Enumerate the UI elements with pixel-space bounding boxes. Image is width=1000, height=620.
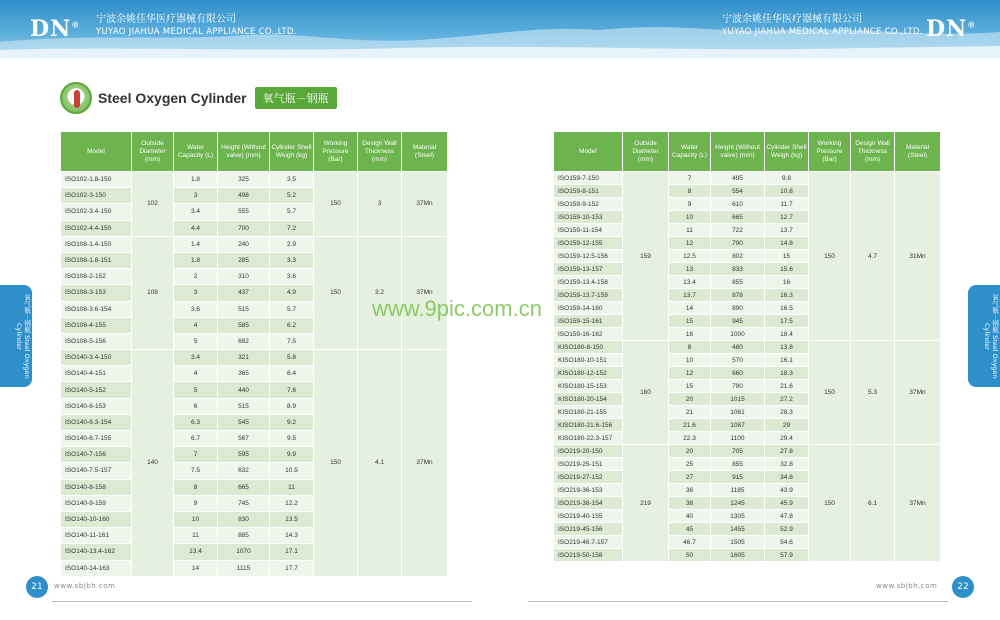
pressure-cell: 150 bbox=[809, 172, 851, 341]
material-cell: 37Mn bbox=[895, 445, 941, 562]
model-cell: ISO140-6.7-155 bbox=[61, 431, 132, 447]
footer-url-left[interactable]: www.sbjbh.com bbox=[54, 582, 116, 590]
weight-cell: 5.7 bbox=[270, 204, 314, 220]
weight-cell: 8.9 bbox=[270, 398, 314, 414]
height-cell: 885 bbox=[218, 528, 270, 544]
oxygen-cylinder-icon bbox=[60, 82, 92, 114]
weight-cell: 52.9 bbox=[765, 523, 809, 536]
height-cell: 1305 bbox=[711, 510, 765, 523]
pressure-cell: 150 bbox=[314, 236, 358, 349]
model-cell: ISO140-7.5-157 bbox=[61, 463, 132, 479]
height-cell: 437 bbox=[218, 285, 270, 301]
weight-cell: 27.8 bbox=[765, 445, 809, 458]
capacity-cell: 7 bbox=[174, 447, 218, 463]
thickness-cell: 6.1 bbox=[851, 445, 895, 562]
weight-cell: 29.4 bbox=[765, 432, 809, 445]
height-cell: 240 bbox=[218, 236, 270, 252]
capacity-cell: 4 bbox=[174, 317, 218, 333]
capacity-cell: 12.5 bbox=[669, 250, 711, 263]
col-model: Model bbox=[61, 132, 132, 172]
height-cell: 1015 bbox=[711, 393, 765, 406]
height-cell: 325 bbox=[218, 172, 270, 188]
height-cell: 790 bbox=[711, 380, 765, 393]
capacity-cell: 10 bbox=[669, 211, 711, 224]
height-cell: 878 bbox=[711, 289, 765, 302]
capacity-cell: 50 bbox=[669, 549, 711, 562]
capacity-cell: 12 bbox=[669, 367, 711, 380]
weight-cell: 18.4 bbox=[765, 328, 809, 341]
weight-cell: 12.2 bbox=[270, 495, 314, 511]
capacity-cell: 27 bbox=[669, 471, 711, 484]
capacity-cell: 40 bbox=[669, 510, 711, 523]
height-cell: 554 bbox=[711, 185, 765, 198]
weight-cell: 9.8 bbox=[765, 172, 809, 185]
weight-cell: 11 bbox=[270, 479, 314, 495]
height-cell: 515 bbox=[218, 398, 270, 414]
material-cell: 37Mn bbox=[895, 341, 941, 445]
height-cell: 722 bbox=[711, 224, 765, 237]
weight-cell: 54.6 bbox=[765, 536, 809, 549]
col-water-capacity: Water Capacity (L) bbox=[174, 132, 218, 172]
watermark-text: www.9pic.com.cn bbox=[372, 296, 542, 321]
model-cell: ISO140-6.3-154 bbox=[61, 414, 132, 430]
company-name-cn: 宁波余姚佳华医疗器械有限公司 bbox=[722, 14, 862, 25]
weight-cell: 9.9 bbox=[270, 447, 314, 463]
page-number-left: 21 bbox=[26, 576, 48, 598]
height-cell: 632 bbox=[218, 463, 270, 479]
thickness-cell: 4.7 bbox=[851, 172, 895, 341]
diameter-cell: 180 bbox=[623, 341, 669, 445]
height-cell: 802 bbox=[711, 250, 765, 263]
model-cell: ISO108-3-153 bbox=[61, 285, 132, 301]
section-title bbox=[60, 82, 337, 114]
weight-cell: 18.3 bbox=[765, 367, 809, 380]
height-cell: 498 bbox=[218, 188, 270, 204]
model-cell: ISO159-7-150 bbox=[554, 172, 623, 185]
model-cell: ISO108-1.8-151 bbox=[61, 252, 132, 268]
capacity-cell: 1.8 bbox=[174, 252, 218, 268]
capacity-cell: 3.6 bbox=[174, 301, 218, 317]
capacity-cell: 5 bbox=[174, 333, 218, 349]
capacity-cell: 21 bbox=[669, 406, 711, 419]
height-cell: 285 bbox=[218, 252, 270, 268]
model-cell: ISO140-8-158 bbox=[61, 479, 132, 495]
weight-cell: 16.1 bbox=[765, 354, 809, 367]
weight-cell: 9.2 bbox=[270, 414, 314, 430]
weight-cell: 11.7 bbox=[765, 198, 809, 211]
weight-cell: 15 bbox=[765, 250, 809, 263]
model-cell: ISO219-36-153 bbox=[554, 484, 623, 497]
height-cell: 745 bbox=[218, 495, 270, 511]
height-cell: 890 bbox=[711, 302, 765, 315]
height-cell: 665 bbox=[711, 211, 765, 224]
capacity-cell: 8 bbox=[174, 479, 218, 495]
diameter-cell: 219 bbox=[623, 445, 669, 562]
model-cell: ISO159-12-155 bbox=[554, 237, 623, 250]
diameter-cell: 108 bbox=[132, 236, 174, 349]
model-cell: ISO102-1.8-150 bbox=[61, 172, 132, 188]
title-en: Steel Oxygen Cylinder bbox=[98, 90, 247, 106]
pressure-cell: 150 bbox=[809, 341, 851, 445]
weight-cell: 17.5 bbox=[765, 315, 809, 328]
col-wall-thickness: Design Wall Thickness (mm) bbox=[851, 132, 895, 172]
model-cell: ISO140-7-156 bbox=[61, 447, 132, 463]
model-cell: ISO102-4.4-150 bbox=[61, 220, 132, 236]
spec-table-left bbox=[60, 131, 448, 577]
page-number-right: 22 bbox=[952, 576, 974, 598]
model-cell: ISO219-27-152 bbox=[554, 471, 623, 484]
model-cell: ISO219-50-158 bbox=[554, 549, 623, 562]
company-name-en: YUYAO JIAHUA MEDICAL APPLIANCE CO.,LTD. bbox=[96, 27, 297, 37]
thickness-cell: 4.1 bbox=[358, 350, 402, 577]
height-cell: 585 bbox=[218, 317, 270, 333]
col-working-pressure: Working Pressure (Bar) bbox=[314, 132, 358, 172]
height-cell: 365 bbox=[218, 366, 270, 382]
capacity-cell: 36 bbox=[669, 484, 711, 497]
model-cell: KISO180-20-154 bbox=[554, 393, 623, 406]
weight-cell: 10.5 bbox=[270, 463, 314, 479]
capacity-cell: 9 bbox=[669, 198, 711, 211]
capacity-cell: 10 bbox=[174, 511, 218, 527]
height-cell: 480 bbox=[711, 341, 765, 354]
height-cell: 1070 bbox=[218, 544, 270, 560]
height-cell: 570 bbox=[711, 354, 765, 367]
weight-cell: 6.2 bbox=[270, 317, 314, 333]
height-cell: 1605 bbox=[711, 549, 765, 562]
model-cell: ISO159-15-161 bbox=[554, 315, 623, 328]
weight-cell: 7.6 bbox=[270, 382, 314, 398]
material-cell: 37Mn bbox=[402, 350, 448, 577]
footer-divider bbox=[528, 601, 948, 602]
height-cell: 665 bbox=[218, 479, 270, 495]
table-row bbox=[61, 172, 448, 188]
pressure-cell: 150 bbox=[809, 445, 851, 562]
model-cell: ISO219-40-155 bbox=[554, 510, 623, 523]
model-cell: ISO219-25-151 bbox=[554, 458, 623, 471]
height-cell: 1505 bbox=[711, 536, 765, 549]
model-cell: KISO180-10-151 bbox=[554, 354, 623, 367]
col-model: Model bbox=[554, 132, 623, 172]
weight-cell: 17.1 bbox=[270, 544, 314, 560]
table-row bbox=[554, 341, 941, 354]
height-cell: 1455 bbox=[711, 523, 765, 536]
weight-cell: 5.8 bbox=[270, 350, 314, 366]
model-cell: KISO180-22.3-157 bbox=[554, 432, 623, 445]
capacity-cell: 11 bbox=[174, 528, 218, 544]
height-cell: 1245 bbox=[711, 497, 765, 510]
weight-cell: 6.4 bbox=[270, 366, 314, 382]
weight-cell: 3.6 bbox=[270, 269, 314, 285]
weight-cell: 57.9 bbox=[765, 549, 809, 562]
model-cell: ISO140-5-152 bbox=[61, 382, 132, 398]
weight-cell: 43.9 bbox=[765, 484, 809, 497]
model-cell: ISO159-11-154 bbox=[554, 224, 623, 237]
capacity-cell: 11 bbox=[669, 224, 711, 237]
weight-cell: 7.2 bbox=[270, 220, 314, 236]
height-cell: 855 bbox=[711, 276, 765, 289]
height-cell: 1061 bbox=[711, 406, 765, 419]
capacity-cell: 8 bbox=[669, 341, 711, 354]
title-cn-tag: 氧气瓶－钢瓶 bbox=[255, 87, 337, 109]
height-cell: 915 bbox=[711, 471, 765, 484]
height-cell: 595 bbox=[218, 447, 270, 463]
height-cell: 692 bbox=[218, 333, 270, 349]
col-outside-diameter: Outside Diameter (mm) bbox=[623, 132, 669, 172]
diameter-cell: 102 bbox=[132, 172, 174, 237]
weight-cell: 3.5 bbox=[270, 172, 314, 188]
height-cell: 1087 bbox=[711, 419, 765, 432]
capacity-cell: 22.3 bbox=[669, 432, 711, 445]
capacity-cell: 10 bbox=[669, 354, 711, 367]
company-name-left bbox=[96, 13, 297, 39]
model-cell: ISO159-13-157 bbox=[554, 263, 623, 276]
capacity-cell: 21.6 bbox=[669, 419, 711, 432]
capacity-cell: 9 bbox=[174, 495, 218, 511]
model-cell: ISO140-3.4-150 bbox=[61, 350, 132, 366]
model-cell: ISO140-6-153 bbox=[61, 398, 132, 414]
capacity-cell: 3 bbox=[174, 285, 218, 301]
col-shell-weight: Cylinder Shell Weigh (kg) bbox=[270, 132, 314, 172]
model-cell: ISO159-9-152 bbox=[554, 198, 623, 211]
model-cell: ISO159-8-151 bbox=[554, 185, 623, 198]
height-cell: 440 bbox=[218, 382, 270, 398]
height-cell: 1000 bbox=[711, 328, 765, 341]
height-cell: 830 bbox=[218, 511, 270, 527]
model-cell: KISO180-8-150 bbox=[554, 341, 623, 354]
model-cell: ISO108-3.6-154 bbox=[61, 301, 132, 317]
side-tab-en: Steel Oxygen Cylinder bbox=[983, 322, 999, 379]
weight-cell: 28.3 bbox=[765, 406, 809, 419]
col-shell-weight: Cylinder Shell Weigh (kg) bbox=[765, 132, 809, 172]
capacity-cell: 6.3 bbox=[174, 414, 218, 430]
company-name-en: YUYAO JIAHUA MEDICAL APPLIANCE CO.,LTD. bbox=[722, 27, 923, 37]
col-working-pressure: Working Pressure (Bar) bbox=[809, 132, 851, 172]
capacity-cell: 6.7 bbox=[174, 431, 218, 447]
capacity-cell: 12 bbox=[669, 237, 711, 250]
pressure-cell: 150 bbox=[314, 350, 358, 577]
material-cell: 37Mn bbox=[402, 172, 448, 237]
capacity-cell: 7 bbox=[669, 172, 711, 185]
pressure-cell: 150 bbox=[314, 172, 358, 237]
side-tab-right bbox=[968, 285, 1000, 387]
model-cell: ISO108-4-155 bbox=[61, 317, 132, 333]
weight-cell: 5.7 bbox=[270, 301, 314, 317]
diameter-cell: 159 bbox=[623, 172, 669, 341]
weight-cell: 16.5 bbox=[765, 302, 809, 315]
weight-cell: 13.7 bbox=[765, 224, 809, 237]
weight-cell: 13.5 bbox=[270, 511, 314, 527]
model-cell: KISO180-15-153 bbox=[554, 380, 623, 393]
footer-divider bbox=[52, 601, 472, 602]
capacity-cell: 7.5 bbox=[174, 463, 218, 479]
capacity-cell: 1.8 bbox=[174, 172, 218, 188]
weight-cell: 13.8 bbox=[765, 341, 809, 354]
weight-cell: 4.9 bbox=[270, 285, 314, 301]
height-cell: 515 bbox=[218, 301, 270, 317]
capacity-cell: 5 bbox=[174, 382, 218, 398]
model-cell: ISO108-2-152 bbox=[61, 269, 132, 285]
col-material: Material (Steel) bbox=[895, 132, 941, 172]
capacity-cell: 14 bbox=[669, 302, 711, 315]
weight-cell: 21.6 bbox=[765, 380, 809, 393]
col-water-capacity: Water Capacity (L) bbox=[669, 132, 711, 172]
model-cell: ISO219-45-156 bbox=[554, 523, 623, 536]
table-row bbox=[61, 236, 448, 252]
model-cell: ISO108-1.4-150 bbox=[61, 236, 132, 252]
height-cell: 833 bbox=[711, 263, 765, 276]
capacity-cell: 15 bbox=[669, 315, 711, 328]
model-cell: ISO140-4-151 bbox=[61, 366, 132, 382]
capacity-cell: 4 bbox=[174, 366, 218, 382]
material-cell: 31Mn bbox=[895, 172, 941, 341]
weight-cell: 3.3 bbox=[270, 252, 314, 268]
model-cell: ISO140-14-163 bbox=[61, 560, 132, 576]
model-cell: ISO219-46.7-157 bbox=[554, 536, 623, 549]
model-cell: ISO219-38-154 bbox=[554, 497, 623, 510]
weight-cell: 12.7 bbox=[765, 211, 809, 224]
capacity-cell: 20 bbox=[669, 393, 711, 406]
capacity-cell: 8 bbox=[669, 185, 711, 198]
col-height: Height (Without valve) (mm) bbox=[711, 132, 765, 172]
company-name-right bbox=[722, 13, 923, 39]
diameter-cell: 140 bbox=[132, 350, 174, 577]
model-cell: ISO102-3.4-150 bbox=[61, 204, 132, 220]
col-outside-diameter: Outside Diameter (mm) bbox=[132, 132, 174, 172]
weight-cell: 14.8 bbox=[765, 237, 809, 250]
height-cell: 545 bbox=[218, 414, 270, 430]
thickness-cell: 5.3 bbox=[851, 341, 895, 445]
capacity-cell: 13 bbox=[669, 263, 711, 276]
height-cell: 567 bbox=[218, 431, 270, 447]
height-cell: 790 bbox=[711, 237, 765, 250]
company-name-cn: 宁波余姚佳华医疗器械有限公司 bbox=[96, 14, 236, 25]
side-tab-cn: 氧气瓶－钢瓶 bbox=[991, 293, 999, 333]
table-row bbox=[554, 172, 941, 185]
table-row bbox=[554, 445, 941, 458]
footer-url-right[interactable]: www.sbjbh.com bbox=[876, 582, 938, 590]
weight-cell: 34.8 bbox=[765, 471, 809, 484]
height-cell: 555 bbox=[218, 204, 270, 220]
capacity-cell: 1.4 bbox=[174, 236, 218, 252]
height-cell: 610 bbox=[711, 198, 765, 211]
weight-cell: 16 bbox=[765, 276, 809, 289]
header-banner bbox=[0, 0, 1000, 58]
weight-cell: 45.9 bbox=[765, 497, 809, 510]
capacity-cell: 45 bbox=[669, 523, 711, 536]
weight-cell: 29 bbox=[765, 419, 809, 432]
side-tab-left bbox=[0, 285, 32, 387]
capacity-cell: 3.4 bbox=[174, 204, 218, 220]
capacity-cell: 38 bbox=[669, 497, 711, 510]
model-cell: ISO140-11-161 bbox=[61, 528, 132, 544]
company-logo: DN® bbox=[30, 16, 81, 42]
weight-cell: 32.8 bbox=[765, 458, 809, 471]
height-cell: 310 bbox=[218, 269, 270, 285]
height-cell: 700 bbox=[218, 220, 270, 236]
weight-cell: 14.3 bbox=[270, 528, 314, 544]
table-row bbox=[61, 350, 448, 366]
weight-cell: 7.5 bbox=[270, 333, 314, 349]
capacity-cell: 14 bbox=[174, 560, 218, 576]
height-cell: 1100 bbox=[711, 432, 765, 445]
capacity-cell: 13.4 bbox=[174, 544, 218, 560]
weight-cell: 17.7 bbox=[270, 560, 314, 576]
capacity-cell: 2 bbox=[174, 269, 218, 285]
weight-cell: 9.5 bbox=[270, 431, 314, 447]
model-cell: KISO180-21-155 bbox=[554, 406, 623, 419]
thickness-cell: 3 bbox=[358, 172, 402, 237]
model-cell: ISO140-10-160 bbox=[61, 511, 132, 527]
model-cell: ISO140-13.4-162 bbox=[61, 544, 132, 560]
capacity-cell: 3.4 bbox=[174, 350, 218, 366]
weight-cell: 5.2 bbox=[270, 188, 314, 204]
height-cell: 1185 bbox=[711, 484, 765, 497]
spec-table-right bbox=[553, 131, 941, 562]
capacity-cell: 25 bbox=[669, 458, 711, 471]
model-cell: ISO159-13.4-158 bbox=[554, 276, 623, 289]
model-cell: ISO159-14-160 bbox=[554, 302, 623, 315]
capacity-cell: 4.4 bbox=[174, 220, 218, 236]
col-wall-thickness: Design Wall Thickness (mm) bbox=[358, 132, 402, 172]
model-cell: ISO159-10-153 bbox=[554, 211, 623, 224]
weight-cell: 10.8 bbox=[765, 185, 809, 198]
capacity-cell: 6 bbox=[174, 398, 218, 414]
height-cell: 321 bbox=[218, 350, 270, 366]
model-cell: ISO159-12.5-156 bbox=[554, 250, 623, 263]
company-logo: DN® bbox=[926, 16, 977, 42]
weight-cell: 27.2 bbox=[765, 393, 809, 406]
capacity-cell: 13.7 bbox=[669, 289, 711, 302]
side-tab-cn: 氧气瓶－钢瓶 bbox=[23, 293, 31, 333]
model-cell: ISO140-9-159 bbox=[61, 495, 132, 511]
model-cell: ISO219-20-150 bbox=[554, 445, 623, 458]
model-cell: KISO180-12-152 bbox=[554, 367, 623, 380]
height-cell: 495 bbox=[711, 172, 765, 185]
thickness-cell: 3.2 bbox=[358, 236, 402, 349]
capacity-cell: 20 bbox=[669, 445, 711, 458]
weight-cell: 16.3 bbox=[765, 289, 809, 302]
model-cell: ISO159-16-162 bbox=[554, 328, 623, 341]
height-cell: 660 bbox=[711, 367, 765, 380]
side-tab-en: Steel Oxygen Cylinder bbox=[15, 322, 31, 379]
height-cell: 945 bbox=[711, 315, 765, 328]
capacity-cell: 15 bbox=[669, 380, 711, 393]
model-cell: ISO108-5-156 bbox=[61, 333, 132, 349]
capacity-cell: 13.4 bbox=[669, 276, 711, 289]
weight-cell: 2.9 bbox=[270, 236, 314, 252]
capacity-cell: 16 bbox=[669, 328, 711, 341]
height-cell: 1115 bbox=[218, 560, 270, 576]
height-cell: 855 bbox=[711, 458, 765, 471]
height-cell: 705 bbox=[711, 445, 765, 458]
model-cell: KISO180-21.6-156 bbox=[554, 419, 623, 432]
model-cell: ISO159-13.7-159 bbox=[554, 289, 623, 302]
weight-cell: 47.8 bbox=[765, 510, 809, 523]
col-material: Material (Steel) bbox=[402, 132, 448, 172]
weight-cell: 15.6 bbox=[765, 263, 809, 276]
model-cell: ISO102-3-150 bbox=[61, 188, 132, 204]
capacity-cell: 46.7 bbox=[669, 536, 711, 549]
capacity-cell: 3 bbox=[174, 188, 218, 204]
col-height: Height (Without valve) (mm) bbox=[218, 132, 270, 172]
material-cell: 37Mn bbox=[402, 236, 448, 349]
